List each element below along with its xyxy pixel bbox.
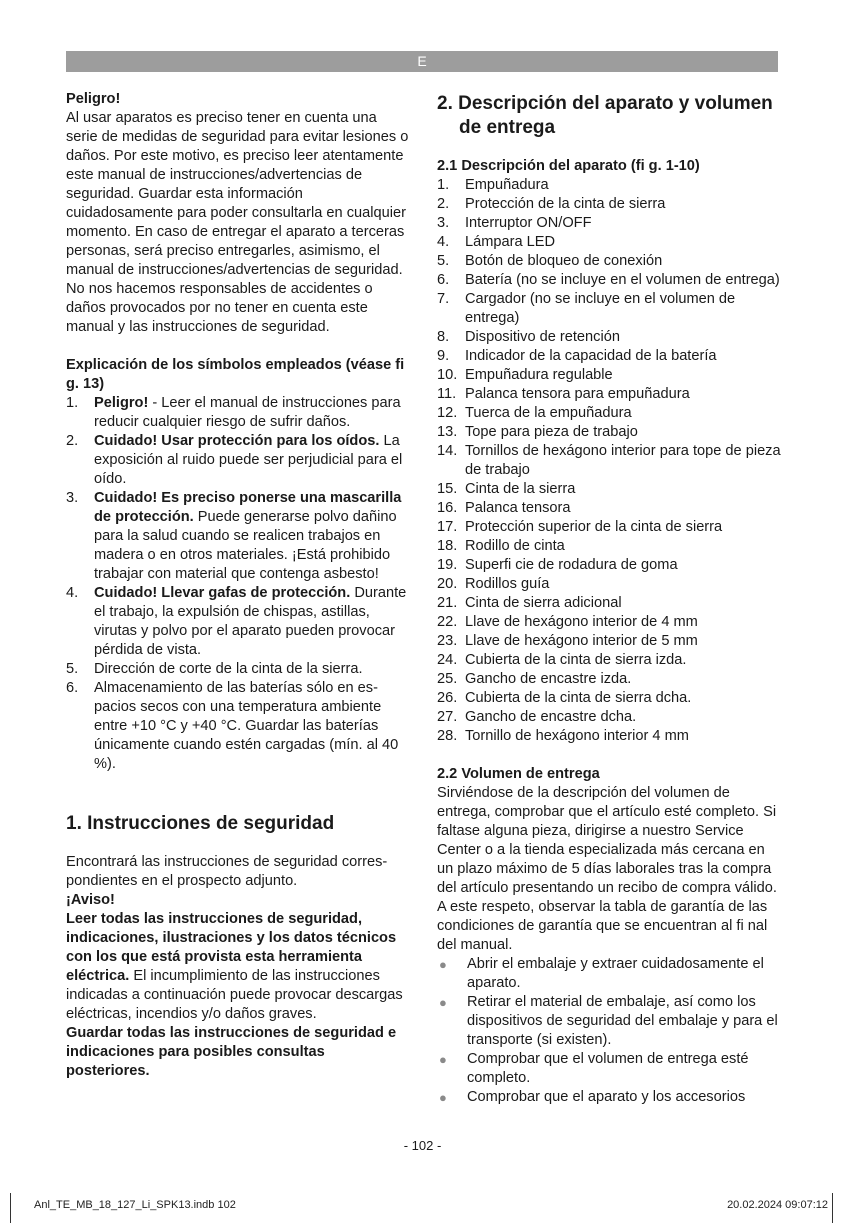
delivery-bullet-item: ● Comprobar que el aparato y los accesorios xyxy=(439,1089,746,1105)
bullet-dot-icon: ● xyxy=(439,957,447,972)
symbol-item: 6. Almacenamiento de las baterías sólo en espacios secos con una temperatura ambiente entre +10 °C y +40 °C. Guardar las baterías únicamente cuando estén cargadas (mín. al 40 %). xyxy=(66,680,399,772)
delivery-bullet-item: ● Abrir el embalaje y extraer cuidadosamente el aparato. xyxy=(439,956,764,991)
safety-intro: Encontrará las instrucciones de seguridad correspondientes en el prospecto adjunto. xyxy=(66,854,388,889)
part-item: 7. Cargador (no se incluye en el volumen de entrega) xyxy=(437,291,736,326)
bullet-dot-icon: ● xyxy=(439,995,447,1010)
part-item: 17. Protección superior de la cinta de sierra xyxy=(437,519,723,535)
footer-file-info: Anl_TE_MB_18_127_Li_SPK13.indb 102 xyxy=(34,1199,236,1211)
footer-timestamp: 20.02.2024 09:07:12 xyxy=(727,1199,828,1211)
part-item: 1. Empuñadura xyxy=(437,177,549,193)
notice-keep-text: Guardar todas las instrucciones de seguridad e indicaciones para posibles consultas posteriores. xyxy=(66,1025,397,1079)
part-item: 16. Palanca tensora xyxy=(437,500,571,516)
notice-text: Leer todas las instrucciones de seguridad, indicaciones, ilustraciones y los datos técnicos con los que está provista esta herramienta eléctrica. El incumplimiento de las instrucciones indicadas a continuación puede provocar descargas eléctricas, incendios y/o daños graves. xyxy=(66,911,403,1022)
part-item: 10. Empuñadura regulable xyxy=(437,367,613,383)
safety-section-title: 1. Instrucciones de seguridad xyxy=(66,813,335,834)
part-item: 6. Batería (no se incluye en el volumen de entrega) xyxy=(437,272,780,288)
part-item: 2. Protección de la cinta de sierra xyxy=(437,196,666,212)
part-item: 13. Tope para pieza de trabajo xyxy=(437,424,638,440)
part-item: 21. Cinta de sierra adicional xyxy=(437,595,622,611)
part-item: 28. Tornillo de hexágono interior 4 mm xyxy=(437,728,689,744)
symbol-item: 1. Peligro! - Leer el manual de instrucciones para reducir cualquier riesgo de sufrir daños. xyxy=(66,395,401,430)
language-header-bar xyxy=(66,51,778,72)
part-item: 23. Llave de hexágono interior de 5 mm xyxy=(437,633,698,649)
danger-text: Al usar aparatos es preciso tener en cuenta una serie de medidas de seguridad para evitar lesiones o daños. Por este motivo, es preciso leer atentamente este manual de instrucciones/advertencias de seguridad. Guardar esta información cuidadosamente para poder consultarla en cualquier momento. En caso de entregar el aparato a terceras personas, será preciso entregarles, asimismo, el manual de instrucciones/advertencias de seguridad. No nos hacemos responsables de accidentes o daños provocados por no tener en cuenta este manual y las instrucciones de seguridad. xyxy=(66,110,409,335)
language-label: E xyxy=(417,53,427,69)
part-item: 27. Gancho de encastre dcha. xyxy=(437,709,637,725)
symbols-list xyxy=(66,394,411,774)
parts-list xyxy=(437,176,782,746)
description-subtitle: 2.1 Descripción del aparato (fi g. 1-10) xyxy=(437,158,700,174)
part-item: 26. Cubierta de la cinta de sierra dcha. xyxy=(437,690,692,706)
part-item: 19. Superfi cie de rodadura de goma xyxy=(437,557,678,573)
part-item: 15. Cinta de la sierra xyxy=(437,481,576,497)
crop-mark-right xyxy=(832,1193,833,1223)
danger-title: Peligro! xyxy=(66,91,121,107)
part-item: 18. Rodillo de cinta xyxy=(437,538,565,554)
bullet-dot-icon: ● xyxy=(439,1052,447,1067)
bullet-dot-icon: ● xyxy=(439,1090,447,1105)
notice-title: ¡Aviso! xyxy=(66,892,115,908)
symbol-item: 5. Dirección de corte de la cinta de la sierra. xyxy=(66,661,363,677)
delivery-bullet-item: ● Retirar el material de embalaje, así como los dispositivos de seguridad del embalaje y para el transporte (si existen). xyxy=(439,994,778,1048)
symbols-title: Explicación de los símbolos empleados (véase fi g. 13) xyxy=(66,357,405,392)
symbol-item: 4. Cuidado! Llevar gafas de protección. Durante el trabajo, la expulsión de chispas, astillas, virutas y polvo por el aparato pueden provocar pérdida de vista. xyxy=(66,585,407,658)
part-item: 20. Rodillos guía xyxy=(437,576,550,592)
part-item: 4. Lámpara LED xyxy=(437,234,556,250)
symbol-item: 2. Cuidado! Usar protección para los oídos. La exposición al ruido puede ser perjudicial para el oído. xyxy=(66,433,403,487)
left-column xyxy=(66,90,411,1081)
delivery-subtitle: 2.2 Volumen de entrega xyxy=(437,766,600,782)
crop-mark-left xyxy=(10,1193,11,1223)
part-item: 22. Llave de hexágono interior de 4 mm xyxy=(437,614,698,630)
right-column xyxy=(437,90,782,1107)
delivery-bullets xyxy=(437,955,782,1107)
part-item: 9. Indicador de la capacidad de la batería xyxy=(437,348,717,364)
description-section-title: 2. Descripción del aparato y volumen de entrega xyxy=(437,93,773,138)
page-number: - 102 - xyxy=(403,1138,442,1153)
part-item: 25. Gancho de encastre izda. xyxy=(437,671,632,687)
part-item: 8. Dispositivo de retención xyxy=(437,329,620,345)
part-item: 24. Cubierta de la cinta de sierra izda. xyxy=(437,652,687,668)
delivery-text: Sirviéndose de la descripción del volumen de entrega, comprobar que el artículo esté completo. Si faltase alguna pieza, dirigirse a nuestro Service Center o a la tienda especializada más cercana en un plazo máximo de 5 días laborales tras la compra del artículo presentando un recibo de compra válido. A este respeto, observar la tabla de garantía de las condiciones de garantía que se encuentran al fi nal del manual. xyxy=(437,785,777,953)
symbol-item: 3. Cuidado! Es preciso ponerse una mascarilla de protección. Puede generarse polvo dañino para la salud cuando se realicen trabajos en madera o en otros materiales. ¡Está prohibido trabajar con material que contenga asbesto! xyxy=(66,490,402,582)
part-item: 14. Tornillos de hexágono interior para tope de pieza de trabajo xyxy=(437,443,781,478)
part-item: 5. Botón de bloqueo de conexión xyxy=(437,253,663,269)
delivery-bullet-item: ● Comprobar que el volumen de entrega esté completo. xyxy=(439,1051,749,1086)
part-item: 12. Tuerca de la empuñadura xyxy=(437,405,632,421)
part-item: 11. Palanca tensora para empuñadura xyxy=(437,386,690,402)
part-item: 3. Interruptor ON/OFF xyxy=(437,215,592,231)
